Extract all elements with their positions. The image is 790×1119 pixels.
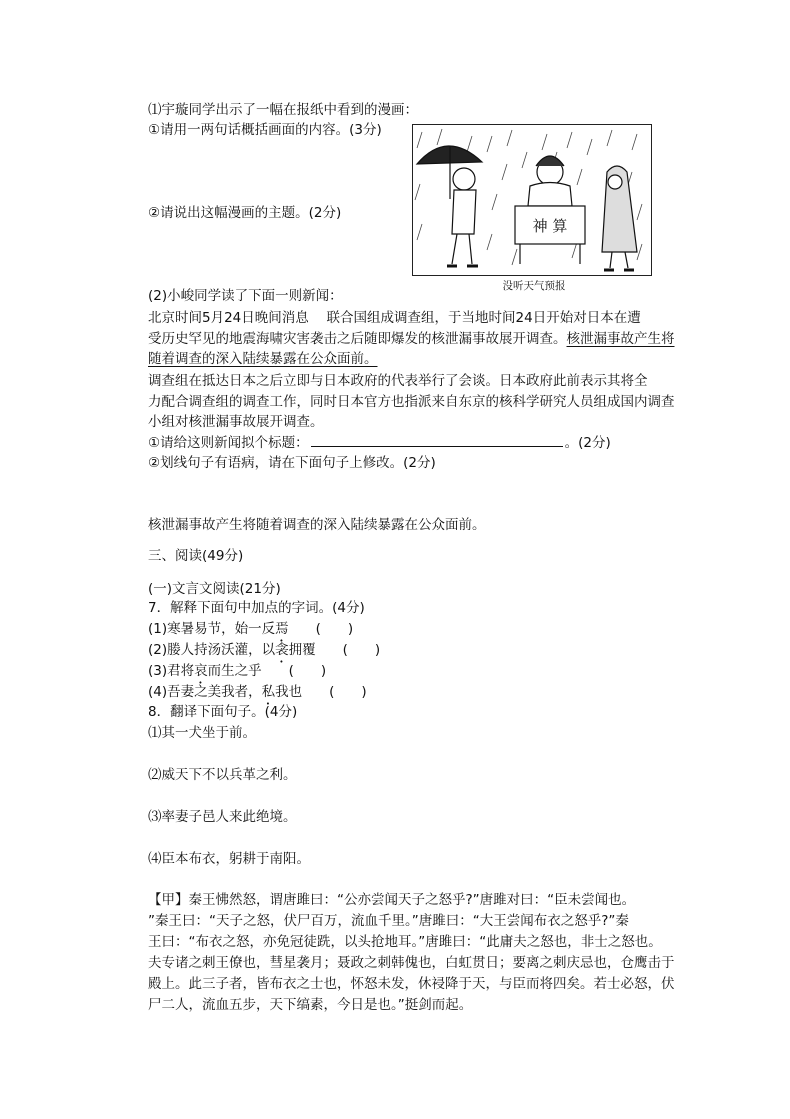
q7-item-4-pre: (4)吾妻之美我者， [148, 684, 262, 700]
q1-prompt-b: ②请说出这幅漫画的主题。(2分) [148, 205, 342, 221]
q7-item-3-pre: (3)君将 [148, 663, 195, 679]
passage-jia-line-1: 【甲】秦王怫然怒，谓唐雎曰：“公亦尝闻天子之怒乎?”唐雎对曰：“臣未尝闻也。 [148, 892, 636, 908]
correction-sentence: 核泄漏事故产生将随着调查的深入陆续暴露在公众面前。 [148, 517, 486, 533]
underlined-sentence-part-2: 随着调查的深入陆续暴露在公众面前。 [148, 351, 378, 367]
subsection-1-title: (一)文言文阅读(21分) [148, 581, 281, 597]
q1-intro: ⑴宇璇同学出示了一幅在报纸中看到的漫画： [148, 102, 418, 118]
task-headline [148, 433, 611, 452]
question-7: 7．解释下面句中加点的字词。(4分) [148, 600, 365, 616]
passage-jia-line-2: ”秦王曰：“天子之怒，伏尸百万，流血千里。”唐雎曰：“大王尝闻布衣之怒乎?”秦 [148, 913, 629, 929]
task-headline-score: 。(2分) [564, 435, 611, 451]
news-line-5: 力配合调查组的调查工作，同时日本官方也指派来自东京的核科学研究人员组成国内调查 [148, 394, 675, 410]
q7-item-3-dotted: 哀 [194, 663, 208, 679]
task-correction: ②划线句子有语病，请在下面句子上修改。(2分) [148, 455, 436, 471]
q7-item-1-post: ( ) [288, 621, 354, 637]
sign-text: 神 算 [532, 217, 568, 235]
q8-item-3: ⑶率妻子邑人来此绝境。 [148, 809, 297, 825]
q8-item-4: ⑷臣本布衣，躬耕于南阳。 [148, 851, 310, 867]
news-line-2-text: 受历史罕见的地震海啸灾害袭击之后随即爆发的核泄漏事故展开调查。 [148, 331, 567, 347]
passage-jia-line-5: 殿上。此三子者，皆布衣之士也，怀怒未发，休祲降于天，与臣而将四矣。若士必怒，伏 [148, 976, 675, 992]
q7-item-4-post: 我也 ( ) [275, 684, 367, 700]
q7-item-1-dotted: 焉 [275, 621, 289, 637]
cartoon-caption: 没听天气预报 [502, 280, 566, 292]
q7-item-3-post: 而生之乎 ( ) [207, 663, 327, 679]
news-line-2 [148, 330, 675, 348]
q8-item-1: ⑴其一犬坐于前。 [148, 725, 256, 741]
q7-item-2-dotted: 衾 [275, 642, 289, 658]
q7-item-2-pre: (2)媵人持汤沃灌，以 [148, 642, 276, 658]
q8-item-2: ⑵威天下不以兵革之利。 [148, 767, 297, 783]
task-headline-prompt: ①请给这则新闻拟个标题： [148, 435, 309, 451]
q7-item-1-pre: (1)寒暑易节，始一反 [148, 621, 276, 637]
passage-jia-line-4: 夫专诸之刺王僚也，彗星袭月；聂政之刺韩傀也，白虹贯日；要离之刺庆忌也，仓鹰击于 [148, 955, 675, 971]
underlined-sentence-part-1: 核泄漏事故产生将 [566, 331, 675, 347]
cartoon-illustration [412, 124, 652, 294]
passage-jia-line-3: 王曰：“布衣之怒，亦免冠徒跣，以头抢地耳。”唐雎曰：“此庸夫之怒也，非士之怒也。 [148, 934, 662, 950]
news-line-1: 北京时间5月24日晚间消息 联合国组成调查组，于当地时间24日开始对日本在遭 [148, 310, 641, 326]
news-line-6: 小组对核泄漏事故展开调查。 [148, 414, 324, 430]
question-8: 8．翻译下面句子。(4分) [148, 704, 298, 720]
q7-item-4-dotted: 私 [261, 684, 276, 700]
q1-prompt-a: ①请用一两句话概括画面的内容。(3分) [148, 122, 382, 138]
headline-answer-blank[interactable] [311, 433, 563, 447]
news-line-4: 调查组在抵达日本之后立即与日本政府的代表举行了会谈。日本政府此前表示其将全 [148, 373, 648, 389]
section-3-title: 三、阅读(49分) [148, 548, 244, 564]
q2-intro: (2)小峻同学读了下面一则新闻： [148, 288, 343, 304]
passage-jia-line-6: 尸二人，流血五步，天下缟素，今日是也。”挺剑而起。 [148, 997, 473, 1013]
q7-item-2-post: 拥覆 ( ) [288, 642, 381, 658]
